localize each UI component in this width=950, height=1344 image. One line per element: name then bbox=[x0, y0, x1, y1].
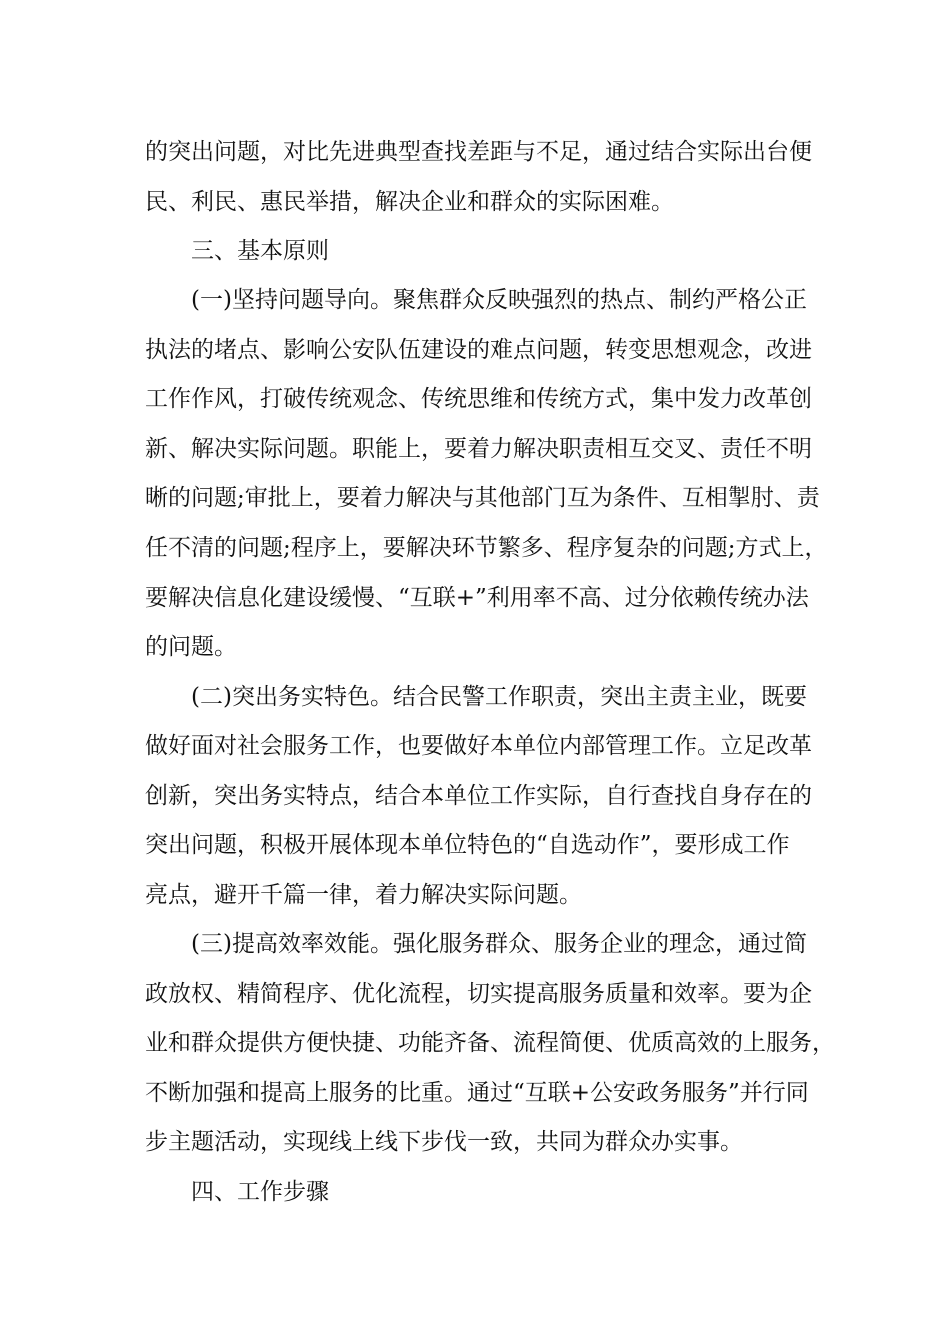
paragraph-start-line: (二)突出务实特色。结合民警工作职责，突出主责主业，既要 bbox=[191, 684, 807, 710]
paragraph-start-line: (三)提高效率效能。强化服务群众、服务企业的理念，通过简 bbox=[191, 931, 807, 957]
text-line: 业和群众提供方便快捷、功能齐备、流程简便、优质高效的上服务， bbox=[145, 1030, 835, 1056]
text-line: 任不清的问题;程序上，要解决环节繁多、程序复杂的问题;方式上， bbox=[145, 535, 828, 561]
text-line: 创新，突出务实特点，结合本单位工作实际，自行查找自身存在的 bbox=[145, 783, 812, 809]
section-heading: 三、基本原则 bbox=[191, 238, 329, 264]
text-line: 执法的堵点、影响公安队伍建设的难点问题，转变思想观念，改进 bbox=[145, 337, 812, 363]
text-line: 的问题。 bbox=[145, 634, 237, 660]
text-line: 工作作风，打破传统观念、传统思维和传统方式，集中发力改革创 bbox=[145, 386, 812, 412]
text-line: 不断加强和提高上服务的比重。通过“互联+公安政务服务”并行同 bbox=[145, 1080, 809, 1106]
text-line: 新、解决实际问题。职能上，要着力解决职责相互交叉、责任不明 bbox=[145, 436, 812, 462]
text-line: 步主题活动，实现线上线下步伐一致，共同为群众办实事。 bbox=[145, 1129, 743, 1155]
text-line: 要解决信息化建设缓慢、“互联+”利用率不高、过分依赖传统办法 bbox=[145, 585, 809, 611]
text-line: 的突出问题，对比先进典型查找差距与不足，通过结合实际出台便 bbox=[145, 139, 812, 165]
text-line: 做好面对社会服务工作，也要做好本单位内部管理工作。立足改革 bbox=[145, 733, 812, 759]
section-heading: 四、工作步骤 bbox=[191, 1179, 329, 1205]
paragraph-start-line: (一)坚持问题导向。聚焦群众反映强烈的热点、制约严格公正 bbox=[191, 287, 807, 313]
text-line: 突出问题，积极开展体现本单位特色的“自选动作”，要形成工作 bbox=[145, 832, 790, 858]
text-line: 亮点，避开千篇一律，着力解决实际问题。 bbox=[145, 882, 582, 908]
text-line: 政放权、精简程序、优化流程，切实提高服务质量和效率。要为企 bbox=[145, 981, 812, 1007]
text-line: 晰的问题;审批上，要着力解决与其他部门互为条件、互相掣肘、责 bbox=[145, 485, 820, 511]
text-line: 民、利民、惠民举措，解决企业和群众的实际困难。 bbox=[145, 189, 674, 215]
